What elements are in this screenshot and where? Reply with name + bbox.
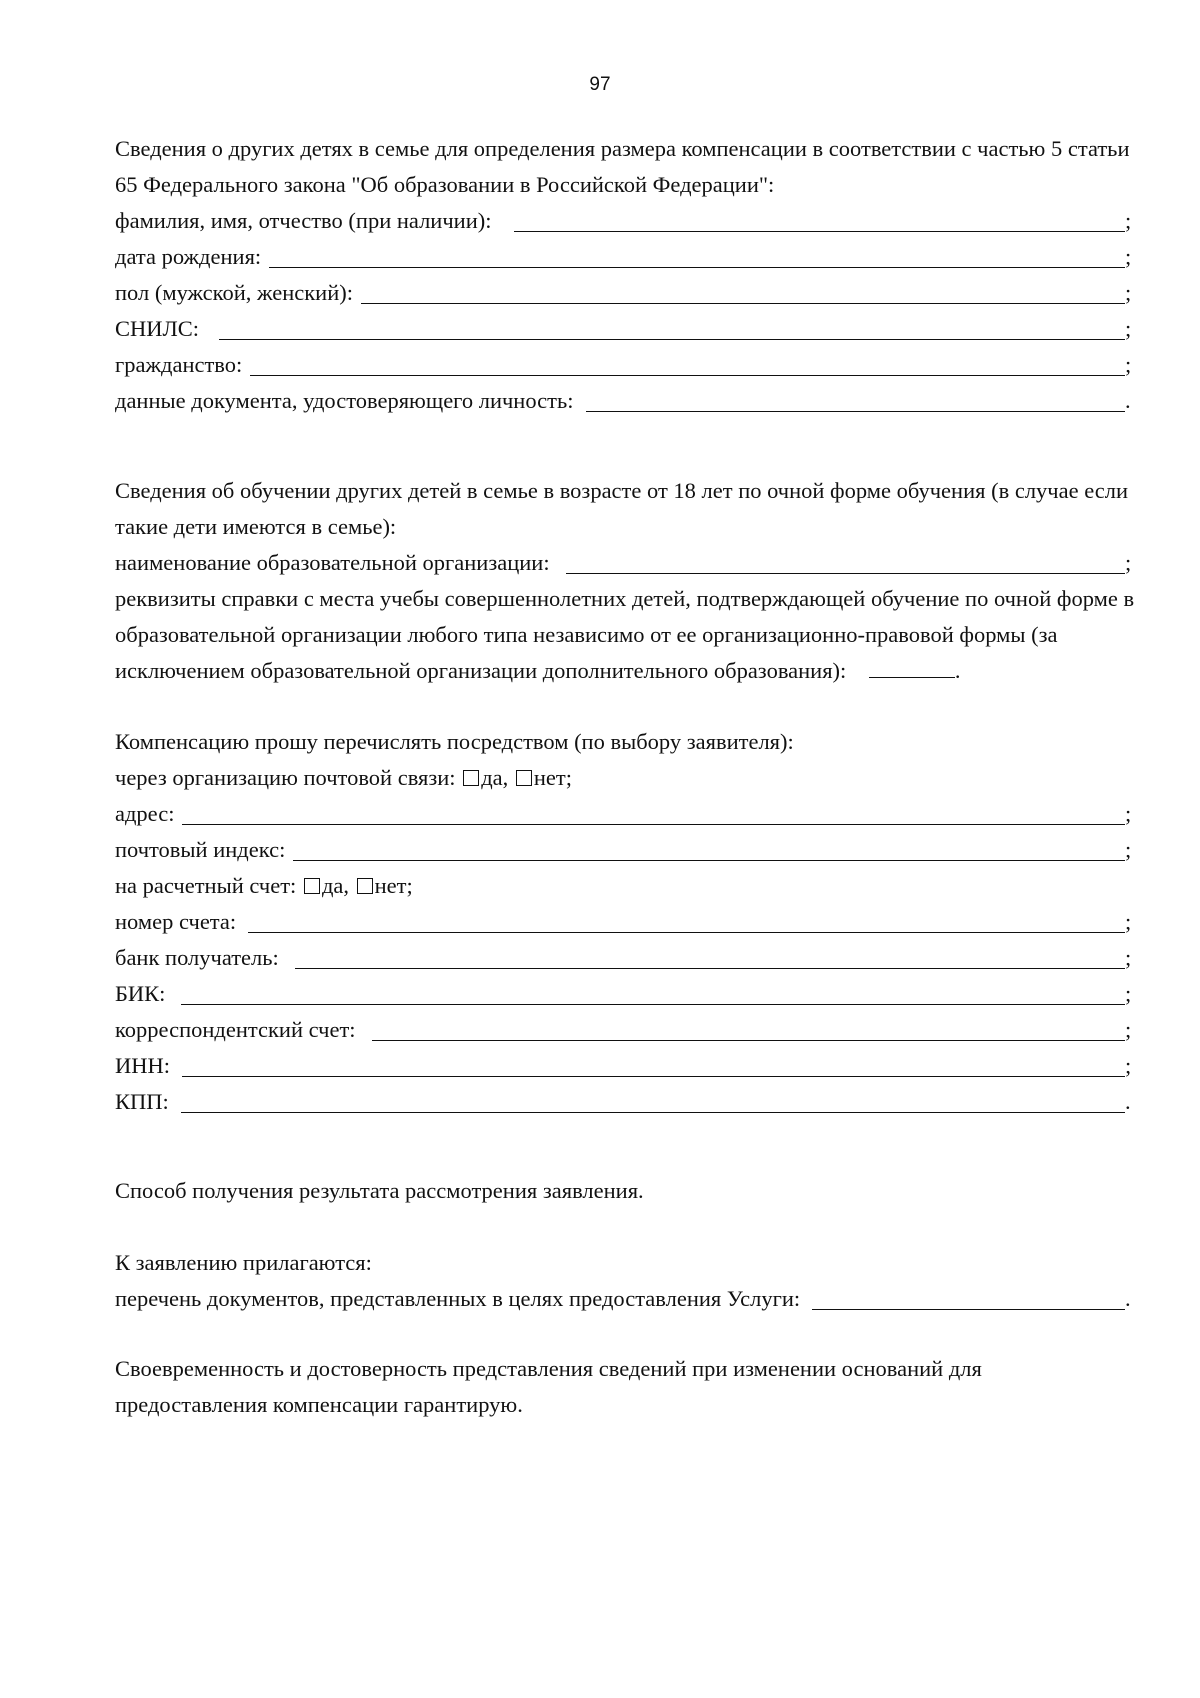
field-end-mark: . [1125, 1089, 1131, 1114]
field-end-mark: . [954, 658, 961, 683]
account-number-line[interactable] [248, 906, 1125, 933]
inn-field[interactable] [115, 1048, 1135, 1084]
other-children-section [115, 131, 1135, 419]
postal-choice-row [115, 760, 1135, 796]
kpp-label: КПП: [115, 1089, 169, 1114]
child-citizenship-line[interactable] [250, 349, 1125, 376]
postal-yes-label: да, [481, 765, 509, 790]
child-snils-line[interactable] [219, 313, 1125, 340]
child-id-document-label: данные документа, удостоверяющего личность: [115, 388, 574, 413]
field-end-mark: ; [1125, 981, 1132, 1006]
kpp-line[interactable] [181, 1086, 1125, 1113]
result-method-section [115, 1173, 1135, 1209]
child-sex-field[interactable] [115, 275, 1135, 311]
education-org-field[interactable] [115, 545, 1135, 581]
account-yes-label: да, [321, 873, 349, 898]
account-no-label: нет; [374, 873, 413, 898]
bik-line[interactable] [181, 978, 1125, 1005]
field-end-mark: ; [1125, 316, 1132, 341]
postal-choice-label: через организацию почтовой связи: [115, 765, 456, 790]
account-number-field[interactable] [115, 904, 1135, 940]
bank-name-label: банк получатель: [115, 945, 279, 970]
postal-yes-checkbox-icon[interactable] [463, 770, 479, 786]
field-end-mark: ; [1125, 909, 1132, 934]
child-birthdate-label: дата рождения: [115, 244, 262, 269]
education-section [115, 473, 1135, 689]
bank-name-field[interactable] [115, 940, 1135, 976]
account-choice-row [115, 868, 1135, 904]
postal-index-field[interactable] [115, 832, 1135, 868]
address-label: адрес: [115, 801, 175, 826]
attachments-section [115, 1245, 1135, 1317]
child-snils-field[interactable] [115, 311, 1135, 347]
child-birthdate-field[interactable] [115, 239, 1135, 275]
field-end-mark: ; [1125, 1053, 1132, 1078]
postal-no-label: нет; [533, 765, 572, 790]
field-end-mark: ; [1125, 945, 1132, 970]
bik-label: БИК: [115, 981, 166, 1006]
field-end-mark: ; [1125, 1017, 1132, 1042]
child-citizenship-label: гражданство: [115, 352, 243, 377]
attachments-title: К заявлению прилагаются: [115, 1250, 372, 1275]
field-end-mark: ; [1125, 352, 1132, 377]
payment-method-intro: Компенсацию прошу перечислять посредством (по выбору заявителя): [115, 729, 794, 754]
account-number-label: номер счета: [115, 909, 237, 934]
bank-name-line[interactable] [295, 942, 1125, 969]
child-sex-line[interactable] [361, 277, 1125, 304]
kpp-field[interactable] [115, 1084, 1135, 1120]
child-birthdate-line[interactable] [269, 241, 1125, 268]
child-sex-label: пол (мужской, женский): [115, 280, 354, 305]
postal-index-label: почтовый индекс: [115, 837, 286, 862]
field-end-mark: ; [1125, 280, 1132, 305]
education-org-line[interactable] [566, 547, 1125, 574]
inn-label: ИНН: [115, 1053, 170, 1078]
account-choice-label: на расчетный счет: [115, 873, 297, 898]
corr-account-line[interactable] [372, 1014, 1125, 1041]
child-id-document-line[interactable] [586, 385, 1126, 412]
postal-index-line[interactable] [293, 834, 1125, 861]
child-citizenship-field[interactable] [115, 347, 1135, 383]
child-fullname-line[interactable] [514, 205, 1126, 232]
inn-line[interactable] [182, 1050, 1125, 1077]
child-snils-label: СНИЛС: [115, 316, 200, 341]
bik-field[interactable] [115, 976, 1135, 1012]
field-end-mark: ; [1125, 801, 1132, 826]
study-certificate-line[interactable] [869, 655, 955, 678]
corr-account-field[interactable] [115, 1012, 1135, 1048]
guarantee-text: Своевременность и достоверность представления сведений при изменении оснований для предоставления компенсации гарантирую. [115, 1356, 982, 1417]
child-id-document-field[interactable] [115, 383, 1135, 419]
field-end-mark: ; [1125, 208, 1132, 233]
study-certificate-text [115, 581, 1135, 689]
payment-method-section [115, 724, 1135, 1120]
field-end-mark: ; [1125, 244, 1132, 269]
child-fullname-field[interactable] [115, 203, 1135, 239]
study-certificate-label: реквизиты справки с места учебы совершеннолетних детей, подтверждающей обучение по очной форме в образовательной организации любого типа независимо от ее организационно-правовой формы (за исключением образовательной организации дополнительного образования): [115, 586, 1135, 683]
postal-no-checkbox-icon[interactable] [516, 770, 532, 786]
field-end-mark: . [1125, 1286, 1131, 1311]
address-field[interactable] [115, 796, 1135, 832]
documents-list-line[interactable] [812, 1283, 1125, 1310]
guarantee-section [115, 1351, 1135, 1423]
education-intro: Сведения об обучении других детей в семье в возрасте от 18 лет по очной форме обучения (в случае если такие дети имеются в семье): [115, 478, 1129, 539]
account-no-checkbox-icon[interactable] [357, 878, 373, 894]
field-end-mark: ; [1125, 837, 1132, 862]
child-fullname-label: фамилия, имя, отчество (при наличии): [115, 208, 492, 233]
address-line[interactable] [182, 798, 1125, 825]
other-children-intro: Сведения о других детях в семье для определения размера компенсации в соответствии с частью 5 статьи 65 Федерального закона "Об образовании в Российской Федерации": [115, 136, 1130, 197]
documents-list-field[interactable] [115, 1281, 1135, 1317]
documents-list-label: перечень документов, представленных в целях предоставления Услуги: [115, 1286, 801, 1311]
field-end-mark: ; [1125, 550, 1132, 575]
account-yes-checkbox-icon[interactable] [304, 878, 320, 894]
education-org-label: наименование образовательной организации: [115, 550, 550, 575]
corr-account-label: корреспондентский счет: [115, 1017, 356, 1042]
page-number: 97 [589, 74, 611, 95]
result-method-text: Способ получения результата рассмотрения заявления. [115, 1178, 644, 1203]
field-end-mark: . [1125, 388, 1131, 413]
